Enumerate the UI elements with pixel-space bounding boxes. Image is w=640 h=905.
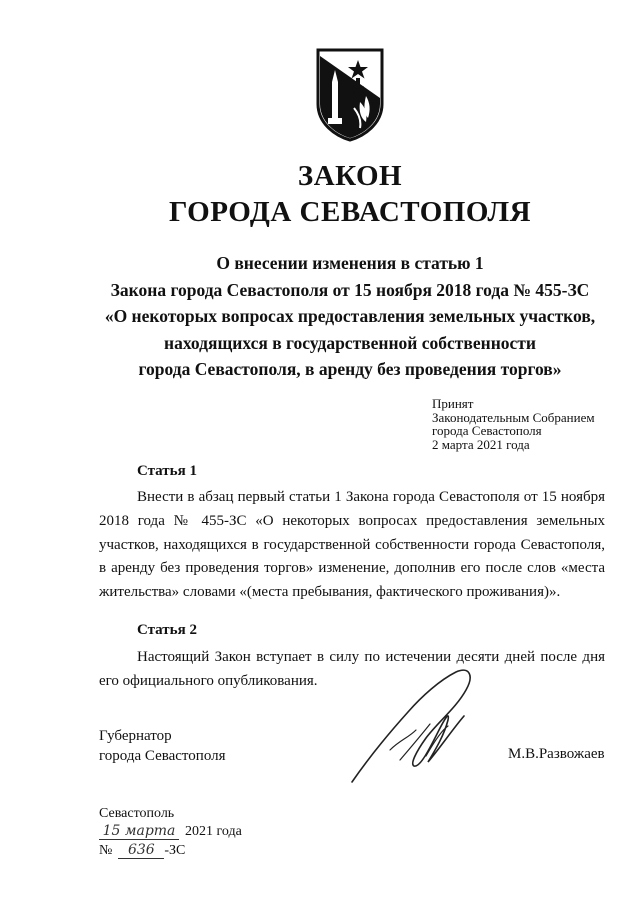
city-heading: ГОРОДА СЕВАСТОПОЛЯ [168,196,532,228]
number-suffix: -ЗС [164,843,186,858]
subtitle-line: «О некоторых вопросах предоставления земельных участков, [104,306,596,326]
subtitle-line: города Севастополя, в аренду без проведения торгов» [138,359,562,379]
article-1-body: Внести в абзац первый статьи 1 Закона города Севастополя от 15 ноября 2018 года № 455-ЗС «О некоторых вопросах предоставления земельных участков, находящихся в государственной собственности города Севастополя, в аренду без проведения торгов» изменение, дополнив его после слов «места жительства» словами «(места пребывания, фактического проживания)». [99,489,605,601]
adoption-line: Принят [432,396,474,411]
governor-title [99,726,226,766]
subtitle-line: находящихся в государственной собственности [164,332,536,353]
article-1-title: Статья 1 [137,463,197,479]
law-subtitle [0,250,640,383]
number-prefix: № [99,843,113,858]
article-1-text [99,486,605,605]
footer-year: 2021 года [185,824,242,839]
subtitle-line: О внесении изменения в статью 1 [216,253,484,273]
footer-number [99,842,185,859]
governor-signature [330,660,500,790]
handwritten-number: 636 [118,842,164,859]
footer-place: Севастополь [99,806,175,821]
article-2-title: Статья 2 [137,622,197,638]
subtitle-line: Закона города Севастополя от 15 ноября 2018 года № 455-ЗС [110,279,590,300]
adoption-date: 2 марта 2021 года [432,436,530,452]
governor-line: города Севастополя [99,748,226,764]
adoption-note [432,397,595,451]
law-heading: ЗАКОН [297,160,403,192]
adoption-line: города Севастополя [432,423,542,438]
governor-name: М.В.Развожаев [508,746,605,762]
handwritten-date: 15 марта [99,823,179,840]
adoption-line: Законодательным Собранием [432,409,595,425]
article-2-body: Настоящий Закон вступает в силу по истечении десяти дней после дня его официального опубликования. [99,649,605,689]
footer-date [99,823,242,840]
coat-of-arms-icon [314,46,386,142]
governor-line: Губернатор [99,728,172,744]
